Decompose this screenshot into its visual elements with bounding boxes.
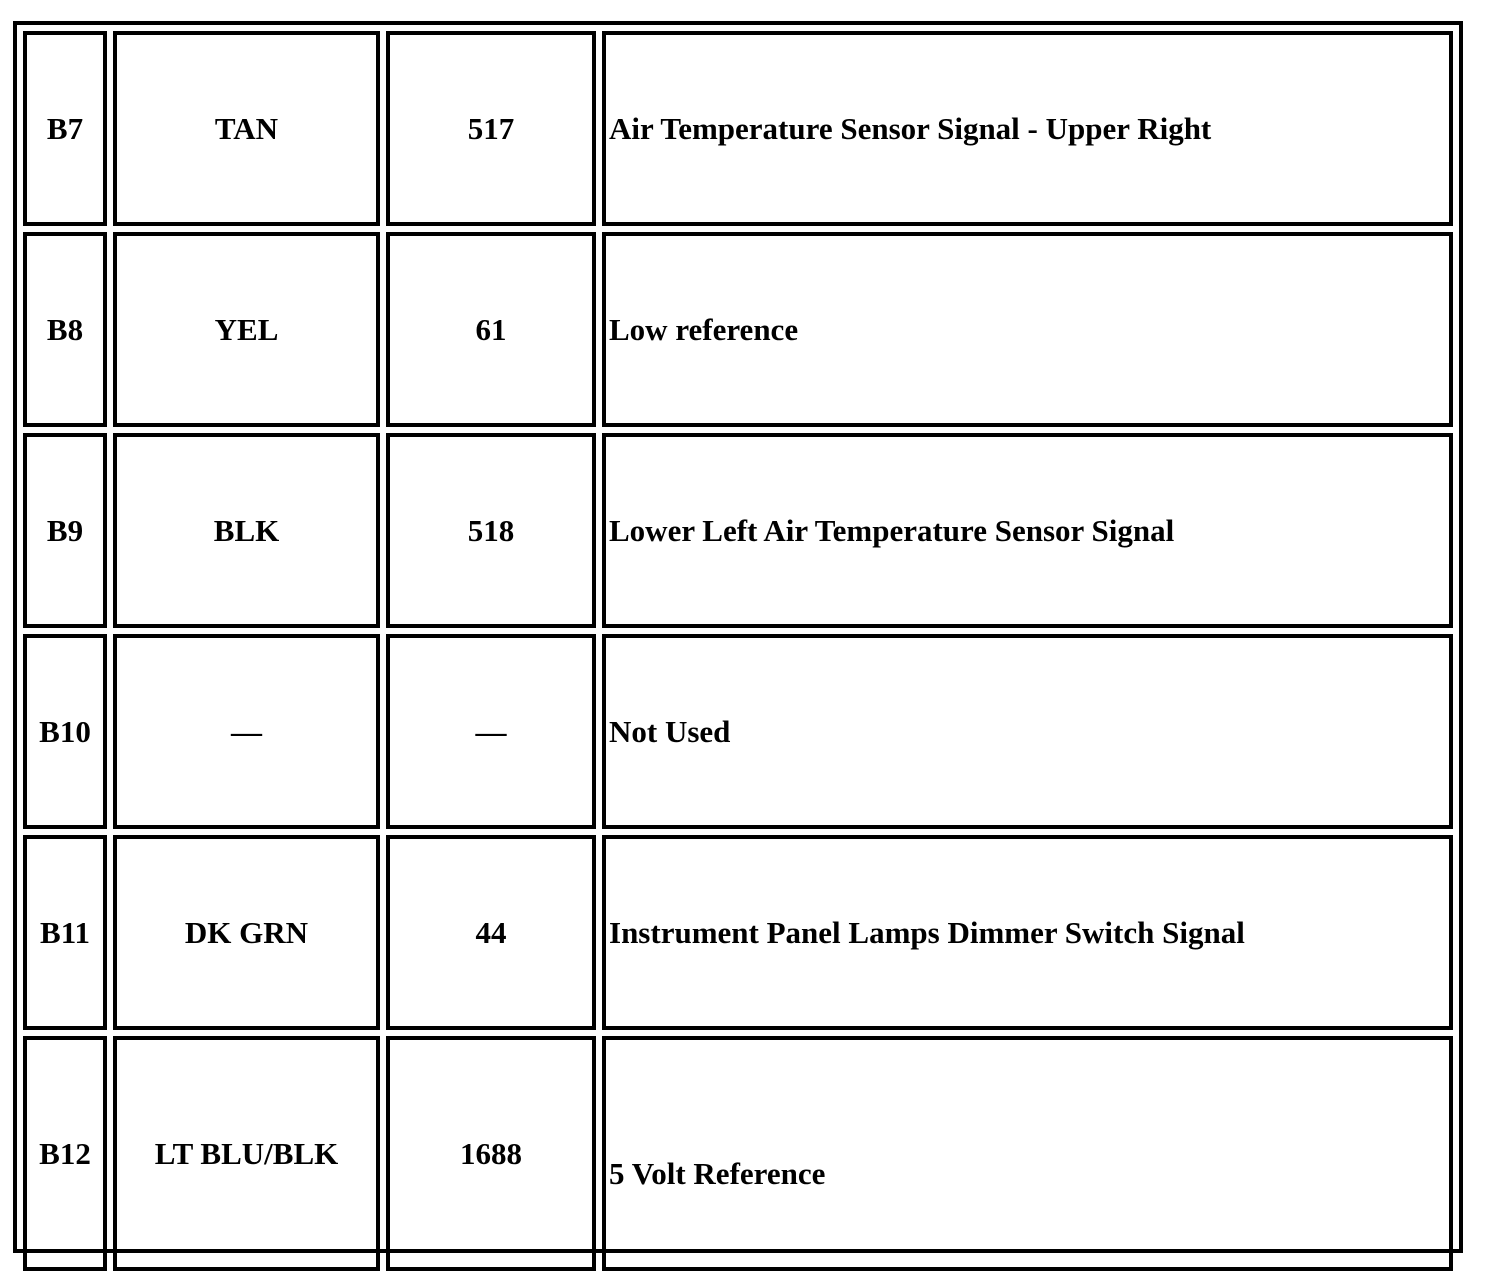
pin-cell: B11 xyxy=(23,835,107,1030)
wire-color-cell: TAN xyxy=(113,31,380,226)
circuit-number-cell: 44 xyxy=(386,835,596,1030)
table-row xyxy=(23,634,1453,829)
circuit-number-cell: 518 xyxy=(386,433,596,628)
wire-color-cell: BLK xyxy=(113,433,380,628)
wire-color-cell: YEL xyxy=(113,232,380,427)
function-cell: 5 Volt Reference xyxy=(602,1036,1453,1271)
function-cell: Instrument Panel Lamps Dimmer Switch Signal xyxy=(602,835,1453,1030)
function-cell: Low reference xyxy=(602,232,1453,427)
wire-color-cell: DK GRN xyxy=(113,835,380,1030)
pinout-table xyxy=(17,25,1459,1277)
table-row xyxy=(23,835,1453,1030)
function-cell: Not Used xyxy=(602,634,1453,829)
wire-color-cell: LT BLU/BLK xyxy=(113,1036,380,1271)
function-cell: Lower Left Air Temperature Sensor Signal xyxy=(602,433,1453,628)
pin-cell: B12 xyxy=(23,1036,107,1271)
circuit-number-cell: 61 xyxy=(386,232,596,427)
pin-cell: B7 xyxy=(23,31,107,226)
pin-cell: B9 xyxy=(23,433,107,628)
pin-cell: B10 xyxy=(23,634,107,829)
circuit-number-cell: — xyxy=(386,634,596,829)
circuit-number-cell: 517 xyxy=(386,31,596,226)
table-row xyxy=(23,1036,1453,1271)
table-row xyxy=(23,232,1453,427)
function-cell: Air Temperature Sensor Signal - Upper Right xyxy=(602,31,1453,226)
pin-cell: B8 xyxy=(23,232,107,427)
circuit-number-cell: 1688 xyxy=(386,1036,596,1271)
connector-pinout-table xyxy=(13,21,1463,1253)
table-row xyxy=(23,31,1453,226)
wire-color-cell: — xyxy=(113,634,380,829)
table-row xyxy=(23,433,1453,628)
